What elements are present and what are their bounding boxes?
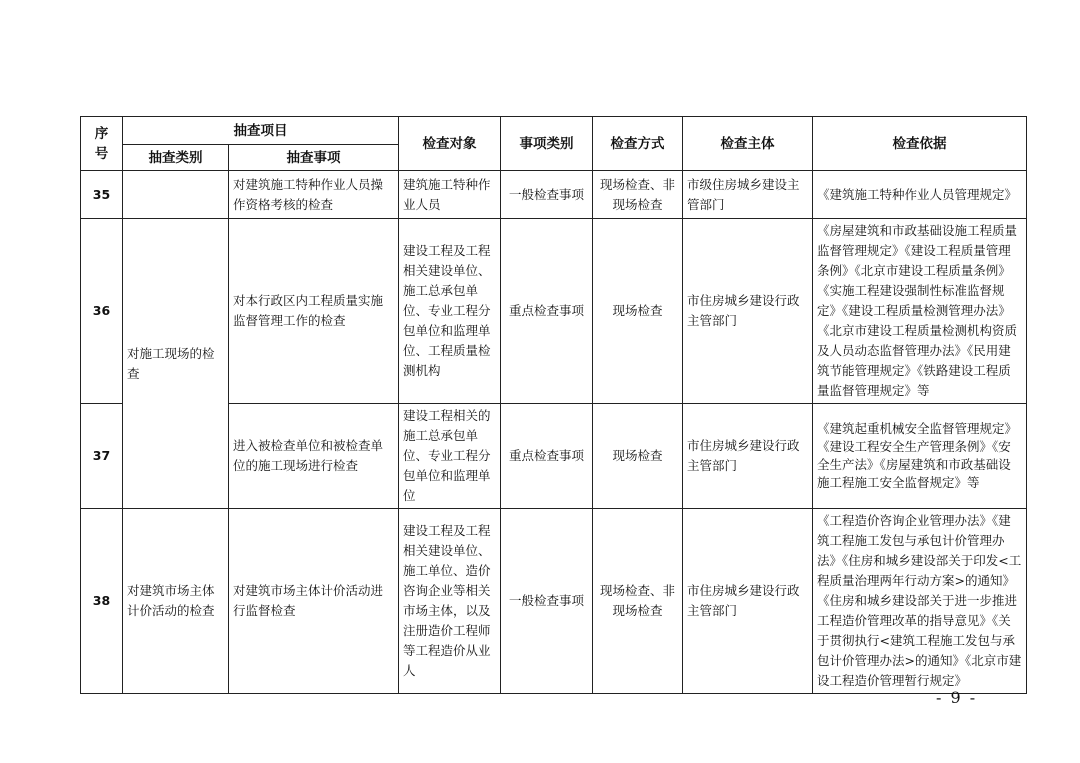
row-method: 现场检查、非现场检查 xyxy=(593,171,683,219)
table-row xyxy=(81,219,1027,404)
header-subject: 检查主体 xyxy=(683,117,813,171)
header-category: 抽查类别 xyxy=(123,145,229,171)
header-seq: 序号 xyxy=(81,117,123,171)
row-basis: 《建筑施工特种作业人员管理规定》 xyxy=(813,171,1027,219)
row-matter: 对建筑市场主体计价活动进行监督检查 xyxy=(229,509,399,694)
row-matter: 对本行政区内工程质量实施监督管理工作的检查 xyxy=(229,219,399,404)
row-subject: 市住房城乡建设行政主管部门 xyxy=(683,219,813,404)
page-number: - 9 - xyxy=(936,688,978,707)
row-matter-type: 重点检查事项 xyxy=(501,219,593,404)
header-method: 检查方式 xyxy=(593,117,683,171)
row-basis: 《工程造价咨询企业管理办法》《建筑工程施工发包与承包计价管理办法》《住房和城乡建设部关于印发<工程质量治理两年行动方案>的通知》《住房和城乡建设部关于进一步推进工程造价管理改革的指导意见》《关于贯彻执行<建筑工程施工发包与承包计价管理办法>的通知》《北京市建设工程造价管理暂行规定》 xyxy=(813,509,1027,694)
header-matter: 抽查事项 xyxy=(229,145,399,171)
row-matter: 进入被检查单位和被检查单位的施工现场进行检查 xyxy=(229,404,399,509)
row-matter-type: 一般检查事项 xyxy=(501,171,593,219)
table-row xyxy=(81,171,1027,219)
row-subject: 市级住房城乡建设主管部门 xyxy=(683,171,813,219)
row-basis: 《建筑起重机械安全监督管理规定》《建设工程安全生产管理条例》《安全生产法》《房屋建筑和市政基础设施工程施工安全监督规定》等 xyxy=(813,404,1027,509)
row-method: 现场检查、非现场检查 xyxy=(593,509,683,694)
row-target: 建设工程及工程相关建设单位、施工总承包单位、专业工程分包单位和监理单位、工程质量检测机构 xyxy=(399,219,501,404)
row-method: 现场检查 xyxy=(593,219,683,404)
row-matter-type: 一般检查事项 xyxy=(501,509,593,694)
header-basis: 检查依据 xyxy=(813,117,1027,171)
row-matter-type: 重点检查事项 xyxy=(501,404,593,509)
row-number: 36 xyxy=(81,219,123,404)
row-method: 现场检查 xyxy=(593,404,683,509)
row-target: 建设工程相关的施工总承包单位、专业工程分包单位和监理单位 xyxy=(399,404,501,509)
row-category: 对施工现场的检查 xyxy=(123,219,229,509)
row-target: 建设工程及工程相关建设单位、施工单位、造价咨询企业等相关市场主体，以及注册造价工程师等工程造价从业人 xyxy=(399,509,501,694)
row-number: 38 xyxy=(81,509,123,694)
row-basis: 《房屋建筑和市政基础设施工程质量监督管理规定》《建设工程质量管理条例》《北京市建设工程质量条例》《实施工程建设强制性标准监督规定》《建设工程质量检测管理办法》《北京市建设工程质量检测机构资质及人员动态监督管理办法》《民用建筑节能管理规定》《铁路建设工程质量监督管理规定》等 xyxy=(813,219,1027,404)
row-number: 37 xyxy=(81,404,123,509)
inspection-table xyxy=(80,116,1027,694)
header-target: 检查对象 xyxy=(399,117,501,171)
row-category: 对建筑市场主体计价活动的检查 xyxy=(123,509,229,694)
row-category xyxy=(123,171,229,219)
row-number: 35 xyxy=(81,171,123,219)
row-target: 建筑施工特种作业人员 xyxy=(399,171,501,219)
row-subject: 市住房城乡建设行政主管部门 xyxy=(683,509,813,694)
row-matter: 对建筑施工特种作业人员操作资格考核的检查 xyxy=(229,171,399,219)
header-matter-type: 事项类别 xyxy=(501,117,593,171)
row-subject: 市住房城乡建设行政主管部门 xyxy=(683,404,813,509)
table-row xyxy=(81,509,1027,694)
header-project: 抽查项目 xyxy=(123,117,399,145)
